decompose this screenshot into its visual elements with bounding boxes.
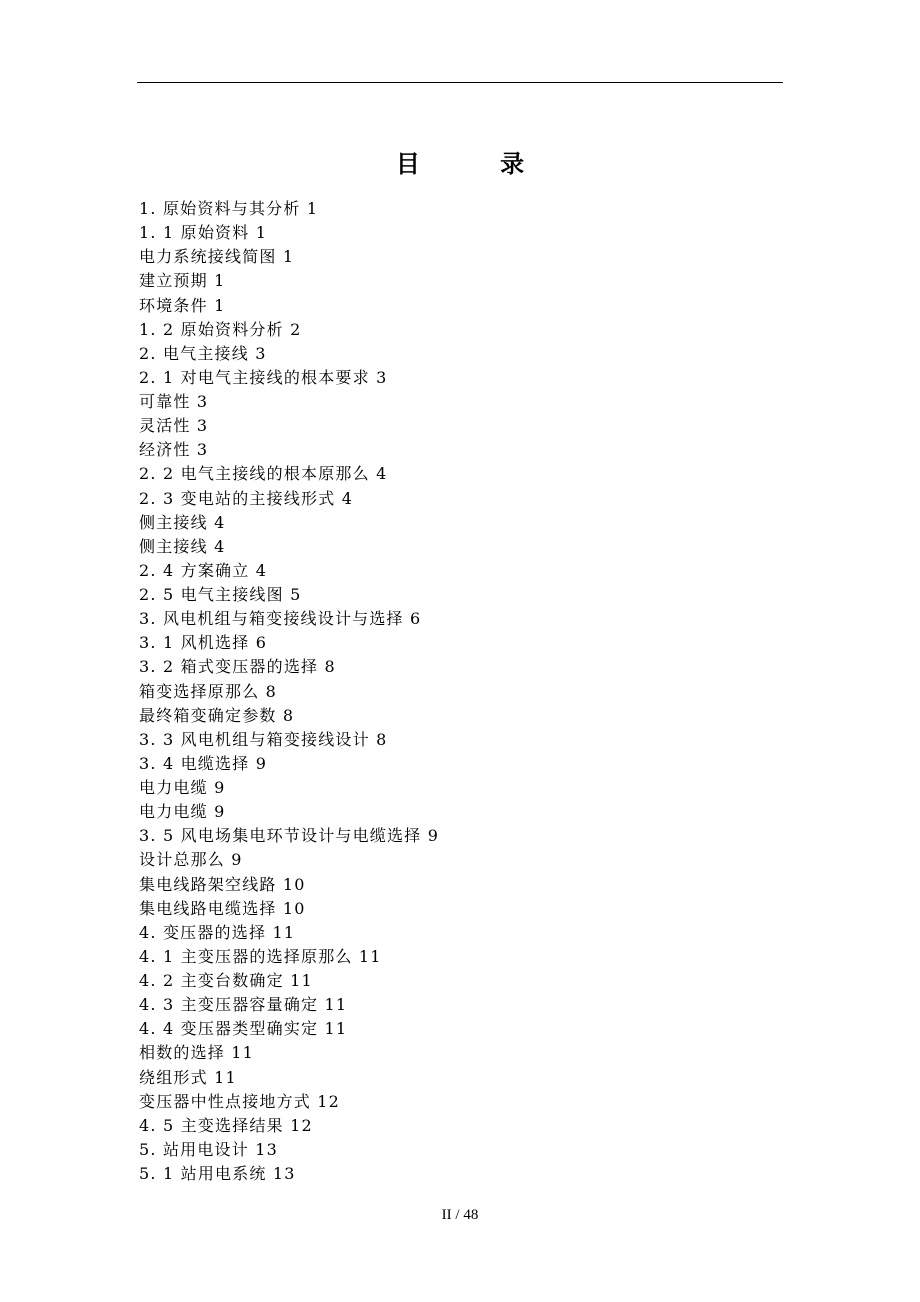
- toc-entry[interactable]: 3. 2 箱式变压器的选择 8: [139, 657, 336, 677]
- toc-entry[interactable]: 建立预期 1: [139, 271, 226, 291]
- header-rule: [137, 82, 783, 83]
- toc-entry[interactable]: 2. 2 电气主接线的根本原那么 4: [139, 464, 388, 484]
- toc-entry[interactable]: 集电线路架空线路 10: [139, 874, 306, 894]
- toc-entry[interactable]: 灵活性 3: [139, 416, 209, 436]
- toc-entry[interactable]: 4. 变压器的选择 11: [139, 922, 296, 942]
- toc-entry[interactable]: 3. 风电机组与箱变接线设计与选择 6: [139, 609, 422, 629]
- toc-entry[interactable]: 3. 5 风电场集电环节设计与电缆选择 9: [139, 826, 440, 846]
- toc-entry[interactable]: 1. 1 原始资料 1: [139, 223, 268, 243]
- toc-entry[interactable]: 2. 4 方案确立 4: [139, 560, 268, 580]
- toc-entry[interactable]: 4. 1 主变压器的选择原那么 11: [139, 946, 382, 966]
- toc-entry[interactable]: 最终箱变确定参数 8: [139, 705, 295, 725]
- toc-entry[interactable]: 2. 5 电气主接线图 5: [139, 585, 302, 604]
- toc-entry[interactable]: 集电线路电缆选择 10: [139, 898, 306, 918]
- toc-entry[interactable]: 4. 5 主变选择结果 12: [139, 1115, 313, 1135]
- page-title: 目 录: [395, 149, 561, 178]
- toc-entry[interactable]: 3. 3 风电机组与箱变接线设计 8: [139, 729, 388, 749]
- toc-entry[interactable]: 4. 2 主变台数确定 11: [139, 971, 313, 990]
- toc-entry[interactable]: 4. 3 主变压器容量确定 11: [139, 995, 348, 1015]
- toc-entry[interactable]: 电力电缆 9: [139, 778, 226, 797]
- page-number: II / 48: [441, 1207, 479, 1223]
- toc-entry[interactable]: 经济性 3: [139, 440, 209, 460]
- toc-entry[interactable]: 1. 2 原始资料分析 2: [139, 319, 302, 339]
- table-of-contents: [139, 197, 439, 1186]
- toc-entry[interactable]: 箱变选择原那么 8: [139, 681, 278, 701]
- toc-entry[interactable]: 5. 1 站用电系统 13: [139, 1164, 296, 1183]
- toc-entry[interactable]: 相数的选择 11: [139, 1043, 255, 1063]
- toc-entry[interactable]: 2. 电气主接线 3: [139, 343, 267, 363]
- toc-entry[interactable]: 绕组形式 11: [139, 1067, 237, 1087]
- toc-entry[interactable]: 侧主接线 4: [139, 512, 226, 532]
- toc-entry[interactable]: 3. 1 风机选择 6: [139, 633, 268, 653]
- toc-entry[interactable]: 4. 4 变压器类型确实定 11: [139, 1019, 348, 1039]
- toc-entry[interactable]: 2. 3 变电站的主接线形式 4: [139, 488, 354, 508]
- toc-entry[interactable]: 2. 1 对电气主接线的根本要求 3: [139, 367, 388, 387]
- toc-entry[interactable]: 侧主接线 4: [139, 536, 226, 556]
- toc-entry[interactable]: 电力电缆 9: [139, 802, 226, 822]
- toc-entry[interactable]: 1. 原始资料与其分析 1: [139, 199, 319, 218]
- toc-entry[interactable]: 变压器中性点接地方式 12: [139, 1091, 341, 1111]
- toc-entry[interactable]: 5. 站用电设计 13: [139, 1139, 278, 1159]
- toc-entry[interactable]: 环境条件 1: [139, 295, 226, 315]
- toc-entry[interactable]: 电力系统接线简图 1: [139, 247, 295, 267]
- toc-entry[interactable]: 3. 4 电缆选择 9: [139, 753, 268, 773]
- toc-entry[interactable]: 可靠性 3: [139, 392, 209, 411]
- toc-entry[interactable]: 设计总那么 9: [139, 850, 243, 870]
